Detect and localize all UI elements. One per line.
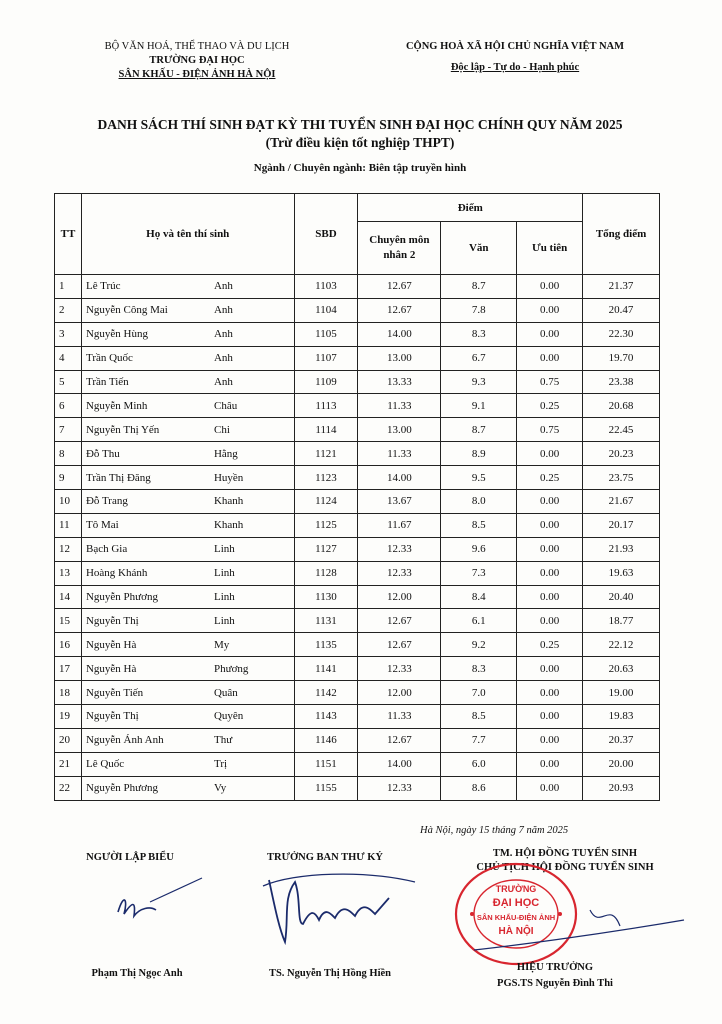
row-tong: 21.37 [583, 275, 660, 299]
col-uu-tien: Ưu tiên [517, 222, 583, 275]
preparer-signature [110, 872, 210, 932]
row-given-name: Anh [213, 304, 233, 317]
col-tt: TT [55, 194, 82, 275]
row-chuyen-mon: 12.33 [358, 537, 441, 561]
row-chuyen-mon: 11.67 [358, 513, 441, 537]
row-tong: 21.67 [583, 490, 660, 514]
row-sbd: 1123 [294, 466, 358, 490]
row-sbd: 1135 [294, 633, 358, 657]
row-tong: 20.17 [583, 513, 660, 537]
row-tt: 8 [55, 442, 82, 466]
council-title-line2: CHỦ TỊCH HỘI ĐỒNG TUYỂN SINH [476, 862, 654, 873]
header-left [92, 40, 302, 82]
row-sbd: 1130 [294, 585, 358, 609]
row-surname: Nguyễn Minh [85, 399, 148, 412]
row-van: 8.0 [441, 490, 517, 514]
row-chuyen-mon: 12.67 [358, 275, 441, 299]
row-surname: Nguyễn Hà [85, 662, 137, 675]
row-chuyen-mon: 11.33 [358, 705, 441, 729]
row-name [81, 561, 294, 585]
rector-name: PGS.TS Nguyễn Đình Thi [497, 978, 613, 989]
row-sbd: 1127 [294, 537, 358, 561]
table-row [55, 275, 660, 299]
row-tt: 19 [55, 705, 82, 729]
row-van: 9.1 [441, 394, 517, 418]
row-name [81, 394, 294, 418]
row-name [81, 466, 294, 490]
row-chuyen-mon: 14.00 [358, 322, 441, 346]
row-uu-tien: 0.00 [517, 513, 583, 537]
row-sbd: 1109 [294, 370, 358, 394]
row-uu-tien: 0.00 [517, 442, 583, 466]
row-chuyen-mon: 12.33 [358, 657, 441, 681]
stamp-text-4: HÀ NỘI [498, 926, 534, 937]
row-sbd: 1155 [294, 776, 358, 800]
secretary-name: TS. Nguyễn Thị Hồng Hiền [268, 968, 392, 979]
candidate-table [54, 193, 660, 801]
table-row [55, 681, 660, 705]
row-sbd: 1107 [294, 346, 358, 370]
table-row [55, 322, 660, 346]
row-sbd: 1125 [294, 513, 358, 537]
row-tt: 1 [55, 275, 82, 299]
col-van: Văn [441, 222, 517, 275]
col-tong: Tổng điểm [583, 194, 660, 275]
stamp-text-1: TRƯỜNG [495, 884, 537, 894]
row-chuyen-mon: 13.00 [358, 418, 441, 442]
row-tt: 9 [55, 466, 82, 490]
col-sbd: SBD [294, 194, 358, 275]
row-tong: 22.45 [583, 418, 660, 442]
row-chuyen-mon: 13.00 [358, 346, 441, 370]
row-sbd: 1124 [294, 490, 358, 514]
row-uu-tien: 0.00 [517, 609, 583, 633]
row-given-name: Huyền [213, 471, 244, 484]
row-name [81, 776, 294, 800]
row-sbd: 1114 [294, 418, 358, 442]
row-tong: 20.68 [583, 394, 660, 418]
row-tt: 4 [55, 346, 82, 370]
row-tt: 2 [55, 298, 82, 322]
row-uu-tien: 0.00 [517, 681, 583, 705]
row-tong: 20.23 [583, 442, 660, 466]
row-surname: Nguyễn Phương [85, 782, 158, 795]
row-surname: Trần Tiến [85, 376, 129, 388]
row-tt: 15 [55, 609, 82, 633]
row-given-name: Vy [213, 782, 227, 795]
row-given-name: Hằng [213, 447, 238, 460]
row-given-name: Quyên [213, 710, 244, 723]
row-sbd: 1146 [294, 728, 358, 752]
row-sbd: 1103 [294, 275, 358, 299]
row-tong: 20.47 [583, 298, 660, 322]
row-van: 8.7 [441, 275, 517, 299]
table-row [55, 585, 660, 609]
row-uu-tien: 0.00 [517, 561, 583, 585]
row-chuyen-mon: 12.00 [358, 585, 441, 609]
table-row [55, 657, 660, 681]
row-tt: 18 [55, 681, 82, 705]
row-given-name: Anh [213, 352, 233, 365]
row-sbd: 1151 [294, 752, 358, 776]
row-chuyen-mon: 12.67 [358, 728, 441, 752]
row-name [81, 490, 294, 514]
row-surname: Tô Mai [85, 519, 119, 532]
rector-title: HIỆU TRƯỞNG [516, 962, 594, 973]
row-surname: Nguyễn Thị [85, 710, 139, 723]
row-chuyen-mon: 12.67 [358, 298, 441, 322]
table-row [55, 609, 660, 633]
row-name [81, 370, 294, 394]
row-sbd: 1141 [294, 657, 358, 681]
preparer-name: Phạm Thị Ngọc Anh [91, 968, 183, 979]
row-surname: Nguyễn Phương [85, 591, 158, 604]
school-line1: TRƯỜNG ĐẠI HỌC [149, 55, 245, 66]
row-given-name: Anh [213, 376, 233, 388]
row-name [81, 346, 294, 370]
row-name [81, 585, 294, 609]
school-line2: SÂN KHẤU - ĐIỆN ẢNH HÀ NỘI [118, 69, 276, 80]
row-surname: Đỗ Thu [85, 447, 120, 460]
country-name: CỘNG HOÀ XÃ HỘI CHỦ NGHĨA VIỆT NAM [405, 41, 625, 52]
row-uu-tien: 0.00 [517, 298, 583, 322]
row-tong: 22.12 [583, 633, 660, 657]
row-van: 6.1 [441, 609, 517, 633]
row-given-name: Anh [213, 328, 233, 341]
row-uu-tien: 0.00 [517, 346, 583, 370]
row-surname: Nguyễn Tiến [85, 686, 144, 699]
row-name [81, 275, 294, 299]
row-given-name: Linh [213, 591, 235, 604]
row-name [81, 322, 294, 346]
row-name [81, 609, 294, 633]
table-row [55, 776, 660, 800]
row-chuyen-mon: 12.67 [358, 609, 441, 633]
table-row [55, 537, 660, 561]
row-chuyen-mon: 11.33 [358, 442, 441, 466]
row-chuyen-mon: 12.00 [358, 681, 441, 705]
row-uu-tien: 0.00 [517, 705, 583, 729]
row-surname: Trần Thị Đăng [85, 471, 151, 484]
row-name [81, 705, 294, 729]
row-surname: Hoàng Khánh [85, 567, 148, 580]
row-tt: 5 [55, 370, 82, 394]
row-tong: 19.83 [583, 705, 660, 729]
row-chuyen-mon: 11.33 [358, 394, 441, 418]
row-name [81, 728, 294, 752]
table-row [55, 370, 660, 394]
row-name [81, 537, 294, 561]
row-surname: Nguyễn Ánh Anh [85, 734, 164, 747]
row-tt: 11 [55, 513, 82, 537]
row-uu-tien: 0.00 [517, 776, 583, 800]
row-uu-tien: 0.25 [517, 394, 583, 418]
row-uu-tien: 0.00 [517, 537, 583, 561]
row-surname: Lê Trúc [85, 280, 121, 293]
row-uu-tien: 0.00 [517, 490, 583, 514]
row-van: 8.9 [441, 442, 517, 466]
row-given-name: Châu [213, 399, 238, 412]
row-uu-tien: 0.00 [517, 275, 583, 299]
title-line2: (Trừ điều kiện tốt nghiệp THPT) [265, 135, 455, 150]
row-van: 9.3 [441, 370, 517, 394]
row-van: 7.0 [441, 681, 517, 705]
row-given-name: Quân [213, 686, 238, 699]
row-uu-tien: 0.00 [517, 657, 583, 681]
row-name [81, 442, 294, 466]
row-chuyen-mon: 12.67 [358, 633, 441, 657]
row-van: 8.3 [441, 657, 517, 681]
row-tt: 16 [55, 633, 82, 657]
title-line1: DANH SÁCH THÍ SINH ĐẠT KỲ THI TUYỂN SINH ĐẠI HỌC CHÍNH QUY NĂM 2025 [97, 117, 623, 132]
preparer-title: NGƯỜI LẬP BIỂU [86, 852, 174, 863]
secretary-title: TRƯỞNG BAN THƯ KÝ [267, 852, 383, 863]
row-tong: 19.63 [583, 561, 660, 585]
row-van: 6.0 [441, 752, 517, 776]
row-surname: Nguyễn Hà [85, 638, 137, 651]
row-given-name: Thư [213, 734, 233, 747]
row-name [81, 418, 294, 442]
row-surname: Nguyễn Thị Yến [85, 423, 160, 436]
row-tong: 22.30 [583, 322, 660, 346]
table-row [55, 561, 660, 585]
row-uu-tien: 0.75 [517, 418, 583, 442]
date-line: Hà Nội, ngày 15 tháng 7 năm 2025 [420, 825, 569, 836]
table-row [55, 513, 660, 537]
row-tong: 20.93 [583, 776, 660, 800]
row-van: 7.3 [441, 561, 517, 585]
row-given-name: Linh [213, 543, 235, 556]
row-tt: 21 [55, 752, 82, 776]
row-tong: 19.70 [583, 346, 660, 370]
header-right [380, 40, 650, 75]
row-surname: Nguyễn Thị [85, 614, 139, 627]
row-name [81, 298, 294, 322]
row-surname: Bạch Gia [85, 543, 128, 556]
row-tt: 20 [55, 728, 82, 752]
row-tong: 18.77 [583, 609, 660, 633]
row-tt: 14 [55, 585, 82, 609]
table-row [55, 346, 660, 370]
table-row [55, 466, 660, 490]
row-given-name: Linh [213, 614, 235, 627]
col-chuyen-mon: Chuyên môn nhân 2 [358, 222, 441, 275]
table-row [55, 752, 660, 776]
table-row [55, 633, 660, 657]
row-given-name: Chi [213, 423, 230, 436]
row-name [81, 633, 294, 657]
row-tong: 23.75 [583, 466, 660, 490]
table-row [55, 490, 660, 514]
row-tt: 3 [55, 322, 82, 346]
row-tong: 20.40 [583, 585, 660, 609]
row-van: 8.5 [441, 513, 517, 537]
row-tt: 7 [55, 418, 82, 442]
row-surname: Đỗ Trang [85, 495, 128, 508]
row-tong: 21.93 [583, 537, 660, 561]
stamp-text-3: SÂN KHẤU-ĐIỆN ẢNH [476, 913, 556, 922]
row-tong: 20.63 [583, 657, 660, 681]
row-uu-tien: 0.25 [517, 633, 583, 657]
row-uu-tien: 0.00 [517, 752, 583, 776]
row-name [81, 513, 294, 537]
row-given-name: Phương [213, 662, 249, 675]
row-sbd: 1142 [294, 681, 358, 705]
col-name: Họ và tên thí sinh [81, 194, 294, 275]
row-chuyen-mon: 13.67 [358, 490, 441, 514]
row-tt: 10 [55, 490, 82, 514]
row-tong: 23.38 [583, 370, 660, 394]
row-sbd: 1113 [294, 394, 358, 418]
row-van: 8.7 [441, 418, 517, 442]
council-title-line1: TM. HỘI ĐỒNG TUYỂN SINH [492, 848, 638, 859]
row-van: 8.3 [441, 322, 517, 346]
row-van: 8.5 [441, 705, 517, 729]
row-sbd: 1128 [294, 561, 358, 585]
row-chuyen-mon: 14.00 [358, 466, 441, 490]
row-van: 7.8 [441, 298, 517, 322]
col-diem: Điểm [358, 194, 583, 222]
row-tong: 19.00 [583, 681, 660, 705]
row-chuyen-mon: 14.00 [358, 752, 441, 776]
row-uu-tien: 0.00 [517, 728, 583, 752]
row-van: 9.2 [441, 633, 517, 657]
row-sbd: 1121 [294, 442, 358, 466]
ministry-name: BỘ VĂN HOÁ, THỂ THAO VÀ DU LỊCH [104, 41, 290, 52]
table-row [55, 418, 660, 442]
row-van: 8.4 [441, 585, 517, 609]
row-surname: Nguyễn Công Mai [85, 304, 168, 317]
row-given-name: Linh [213, 567, 235, 580]
table-row [55, 442, 660, 466]
row-tt: 12 [55, 537, 82, 561]
row-uu-tien: 0.25 [517, 466, 583, 490]
row-tt: 22 [55, 776, 82, 800]
row-given-name: My [213, 638, 230, 651]
row-tt: 13 [55, 561, 82, 585]
row-van: 7.7 [441, 728, 517, 752]
table-body [55, 275, 660, 801]
row-van: 6.7 [441, 346, 517, 370]
table-row [55, 298, 660, 322]
row-surname: Nguyễn Hùng [85, 328, 149, 341]
row-surname: Lê Quốc [85, 758, 125, 771]
row-van: 9.5 [441, 466, 517, 490]
row-sbd: 1143 [294, 705, 358, 729]
table-row [55, 705, 660, 729]
row-tong: 20.37 [583, 728, 660, 752]
row-uu-tien: 0.00 [517, 322, 583, 346]
table-row [55, 728, 660, 752]
row-chuyen-mon: 12.33 [358, 776, 441, 800]
row-sbd: 1104 [294, 298, 358, 322]
row-given-name: Khanh [213, 495, 244, 508]
row-van: 9.6 [441, 537, 517, 561]
row-uu-tien: 0.00 [517, 585, 583, 609]
row-chuyen-mon: 12.33 [358, 561, 441, 585]
stamp-text-2: ĐẠI HỌC [492, 897, 540, 909]
row-name [81, 752, 294, 776]
major-line: Ngành / Chuyên ngành: Biên tập truyền hình [253, 162, 467, 174]
row-sbd: 1105 [294, 322, 358, 346]
document-title [40, 116, 680, 152]
row-given-name: Anh [213, 280, 233, 293]
row-sbd: 1131 [294, 609, 358, 633]
rector-signature [470, 890, 690, 960]
row-surname: Trần Quốc [85, 352, 133, 365]
row-name [81, 657, 294, 681]
row-chuyen-mon: 13.33 [358, 370, 441, 394]
row-uu-tien: 0.75 [517, 370, 583, 394]
motto: Độc lập - Tự do - Hạnh phúc [450, 62, 580, 73]
row-name [81, 681, 294, 705]
row-tong: 20.00 [583, 752, 660, 776]
row-tt: 17 [55, 657, 82, 681]
row-van: 8.6 [441, 776, 517, 800]
row-tt: 6 [55, 394, 82, 418]
row-given-name: Khanh [213, 519, 244, 532]
row-given-name: Trị [213, 758, 228, 771]
table-row [55, 394, 660, 418]
secretary-signature [255, 868, 425, 948]
